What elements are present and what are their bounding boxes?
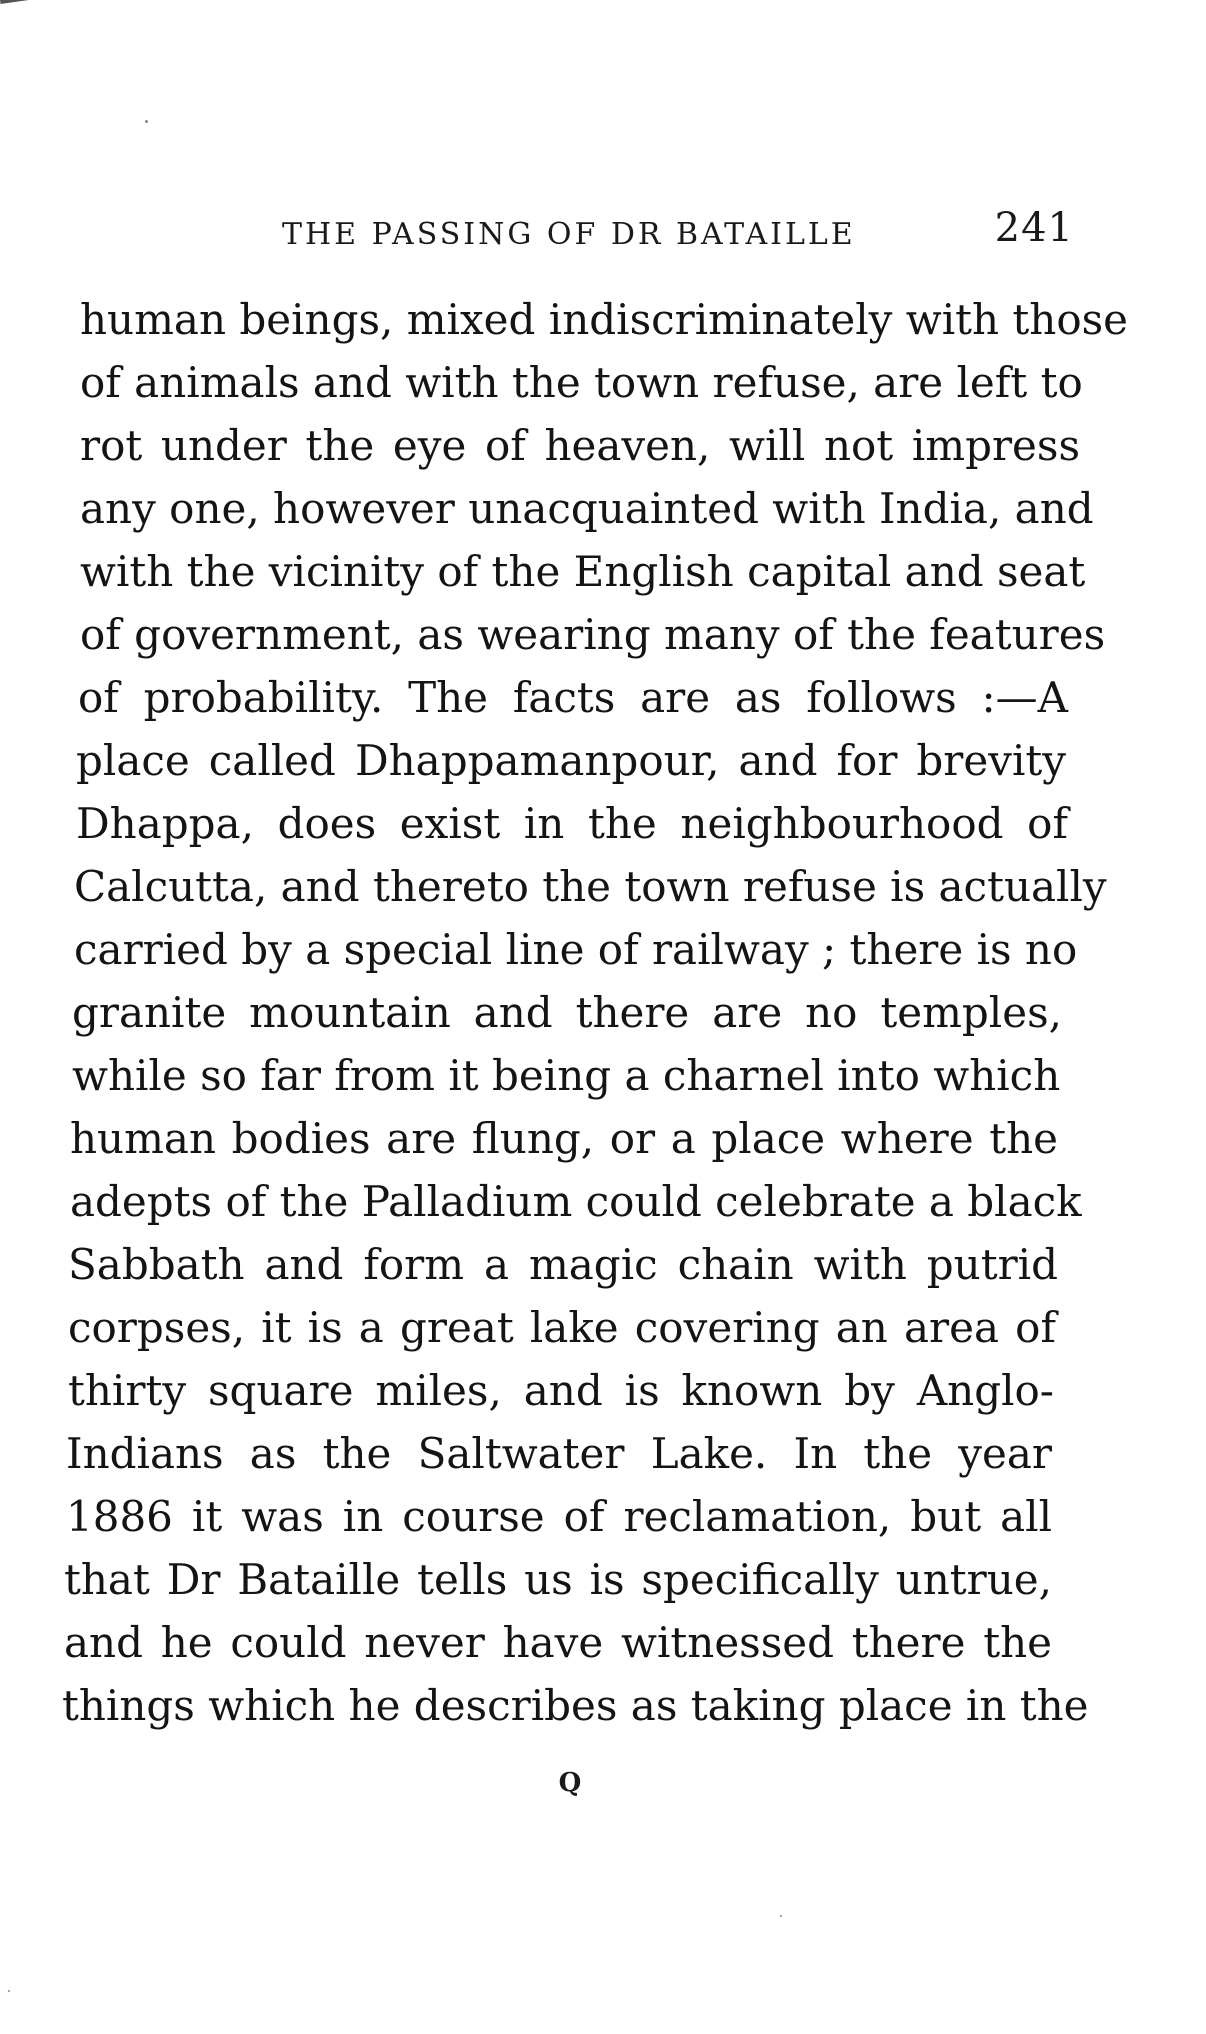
signature-mark: Q	[558, 1768, 582, 1798]
page-number: 241	[994, 205, 1074, 251]
text-line: of probability. The facts are as follows :—A	[78, 673, 1068, 722]
text-line: while so far from it being a charnel into which	[72, 1051, 1061, 1100]
body-text	[62, 288, 1129, 1737]
text-line: of animals and with the town refuse, are left to	[80, 358, 1083, 407]
text-line: Sabbath and form a magic chain with putrid	[68, 1240, 1058, 1289]
text-line: granite mountain and there are no temples,	[72, 988, 1062, 1037]
text-line: any one, however unacquainted with India, and	[80, 484, 1094, 533]
text-line: thirty square miles, and is known by Anglo-	[68, 1366, 1054, 1415]
text-line: Dhappa, does exist in the neighbourhood of	[76, 799, 1068, 848]
text-line: carried by a special line of railway ; there is no	[74, 925, 1078, 974]
text-line: human beings, mixed indiscriminately with those	[80, 295, 1129, 344]
text-line: human bodies are flung, or a place where the	[70, 1114, 1058, 1163]
text-line: rot under the eye of heaven, will not impress	[80, 421, 1080, 470]
running-head	[270, 205, 1074, 265]
text-line: that Dr Bataille tells us is specifically untrue,	[64, 1555, 1052, 1604]
text-line: things which he describes as taking place in the	[62, 1681, 1089, 1730]
running-title: THE PASSING OF DR BATAILLE	[282, 217, 856, 252]
paper-speck	[8, 1990, 10, 1992]
page-corner-mark	[0, 0, 40, 4]
paper-speck	[780, 1915, 782, 1917]
text-line: with the vicinity of the English capital and seat	[80, 547, 1086, 596]
text-line: and he could never have witnessed there the	[64, 1618, 1052, 1667]
text-line: 1886 it was in course of reclamation, but all	[66, 1492, 1052, 1541]
text-line: corpses, it is a great lake covering an area of	[68, 1303, 1056, 1352]
paper-speck	[145, 120, 148, 123]
text-line: Calcutta, and thereto the town refuse is actually	[74, 862, 1107, 911]
text-line: Indians as the Saltwater Lake. In the year	[66, 1429, 1052, 1478]
text-line: place called Dhappamanpour, and for brevity	[76, 736, 1066, 785]
text-line: adepts of the Palladium could celebrate a black	[70, 1177, 1082, 1226]
text-line: of government, as wearing many of the features	[80, 610, 1106, 659]
